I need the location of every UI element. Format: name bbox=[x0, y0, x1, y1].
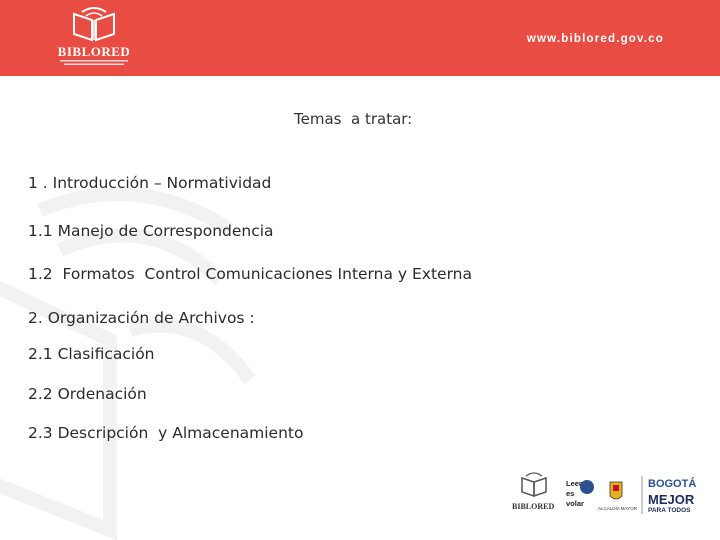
website-url[interactable]: www.biblored.gov.co bbox=[526, 33, 664, 45]
biblored-footer-icon bbox=[522, 473, 546, 496]
topic-item-2: 1.1 Manejo de Correspondencia bbox=[28, 222, 274, 240]
book-logo-icon bbox=[52, 6, 136, 46]
logo-tagline-lines bbox=[60, 60, 128, 66]
topic-item-5: 2.1 Clasificación bbox=[28, 345, 155, 363]
biblored-logo bbox=[52, 6, 136, 70]
footer-logos bbox=[510, 470, 710, 530]
leer-label-2: es bbox=[566, 489, 575, 498]
bogota-label-3: PARA TODOS bbox=[648, 507, 691, 514]
leer-label-1: Leer bbox=[566, 479, 582, 488]
header-bar bbox=[0, 0, 720, 76]
biblored-footer-label: BIBLORED bbox=[512, 502, 555, 511]
topic-item-4: 2. Organización de Archivos : bbox=[28, 309, 255, 327]
topic-item-7: 2.3 Descripción y Almacenamiento bbox=[28, 424, 304, 442]
topic-item-1: 1 . Introducción – Normatividad bbox=[28, 174, 272, 192]
topic-item-6: 2.2 Ordenación bbox=[28, 385, 147, 403]
bogota-label-1: BOGOTÁ bbox=[648, 478, 697, 490]
coat-of-arms-icon bbox=[610, 482, 622, 499]
topic-item-3: 1.2 Formatos Control Comunicaciones Interna y Externa bbox=[28, 265, 473, 283]
logo-wordmark: BIBLORED bbox=[57, 44, 131, 59]
leer-label-3: volar bbox=[566, 499, 584, 508]
bogota-label-2: MEJOR bbox=[648, 492, 695, 507]
page-title: Temas a tratar: bbox=[294, 110, 413, 128]
alcaldia-label: ALCALDÍA MAYOR bbox=[598, 506, 637, 511]
